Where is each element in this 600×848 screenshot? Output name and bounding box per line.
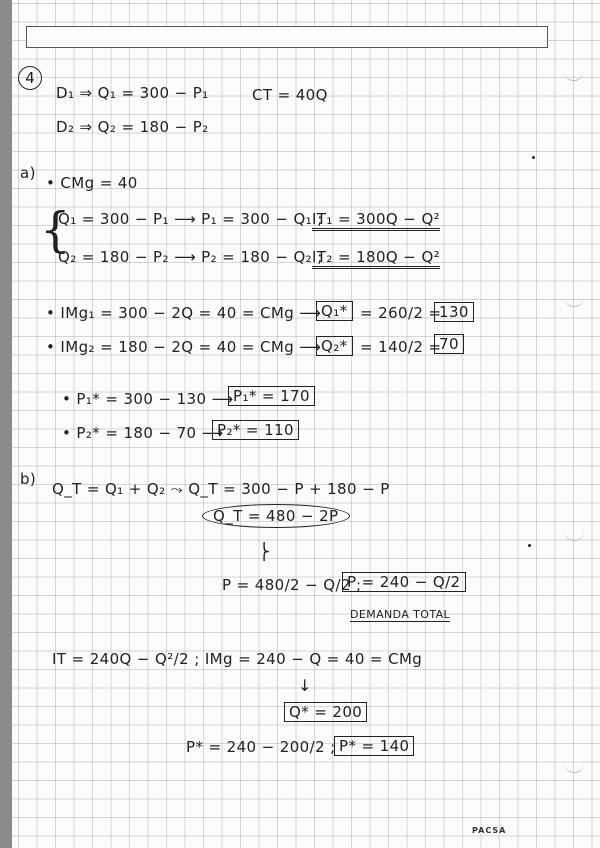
q2-star: Q₂* [316,336,353,356]
system-eq-2: Q₂ = 180 − P₂ ⟶ P₂ = 180 − Q₂ ; [58,248,323,266]
demand-2: D₂ ⇒ Q₂ = 180 − P₂ [56,118,209,136]
price-2-calc: • P₂* = 180 − 70 ⟶ [62,424,224,442]
system-eq-1: Q₁ = 300 − P₁ ⟶ P₁ = 300 − Q₁ ; [58,210,323,228]
total-demand-circled [202,504,350,528]
q2-value-box [434,334,464,354]
price-1-box [228,386,315,406]
demand-1: D₁ ⇒ Q₁ = 300 − P₁ [56,84,209,102]
q2-value: 70 [434,334,464,354]
p-star: P* = 140 [334,736,414,756]
q1-star: Q₁* [316,301,353,321]
q2-star-box [316,336,353,356]
q-star-box [284,702,367,722]
total-revenue-1-text: IT₁ = 300Q − Q² [312,210,440,231]
marginal-revenue-2: • IMg₂ = 180 − 2Q = 40 = CMg ⟶ [46,338,322,356]
part-b-label: b) [20,470,37,488]
price-2-value: P₂* = 110 [212,420,299,440]
total-revenue-1 [312,210,440,228]
total-revenue-2-text: IT₂ = 180Q − Q² [312,248,440,269]
paper-brand-mark: PACSA [472,826,507,835]
p-star-box [334,736,414,756]
marginal-cost: • CMg = 40 [46,174,138,192]
inverse-demand: P = 240 − Q/2 [342,572,466,592]
part-a-label: a) [20,164,36,182]
p-star-calc: P* = 240 − 200/2 ; [186,738,336,756]
marginal-revenue-1: • IMg₁ = 300 − 2Q = 40 = CMg ⟶ [46,304,322,322]
q1-value: 130 [434,302,474,322]
q1-fraction: = 260/2 = [360,304,442,322]
price-2-box [212,420,299,440]
demanda-total-label [350,608,450,621]
total-quantity-sum: Q_T = Q₁ + Q₂ ⤳ Q_T = 300 − P + 180 − P [52,480,390,498]
total-revenue-line: IT = 240Q − Q²/2 ; IMg = 240 − Q = 40 = CMg [52,650,423,668]
q-star: Q* = 200 [284,702,367,722]
inverse-demand-box [342,572,466,592]
question-number: 4 [18,66,42,90]
price-1-calc: • P₁* = 300 − 130 ⟶ [62,390,234,408]
brace-down-arrow: ⎬ [258,542,270,561]
scan-edge [0,0,12,848]
q1-star-box [316,301,353,321]
header-box [26,26,548,48]
total-revenue-2 [312,248,440,266]
ink-dot [528,544,531,547]
demanda-total-text: DEMANDA TOTAL [350,608,451,621]
system-brace: { [40,202,71,258]
price-expression: P = 480/2 − Q/2 ; [222,576,362,594]
ink-dot [532,156,535,159]
total-demand-eq: Q_T = 480 − 2P [202,504,350,528]
q2-fraction: = 140/2 = [360,338,442,356]
q1-value-box [434,302,474,322]
price-1-value: P₁* = 170 [228,386,315,406]
total-cost: CT = 40Q [252,86,328,104]
down-arrow-icon: ↓ [298,676,312,695]
